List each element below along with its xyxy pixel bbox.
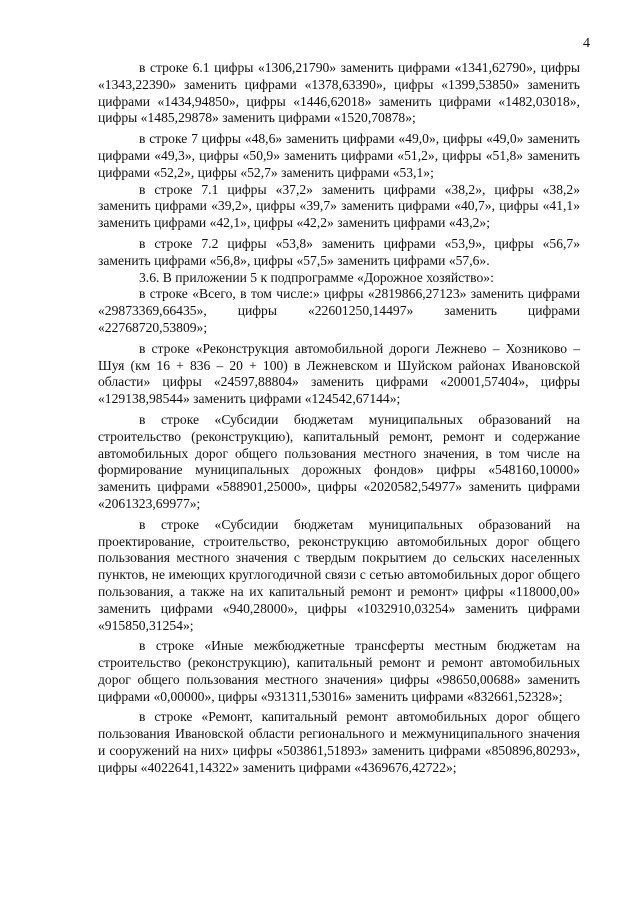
paragraph-row-7-2: в строке 7.2 цифры «53,8» заменить цифрами «53,9», цифры «56,7» заменить цифрами «56,8», цифры «57,5» заменить цифрами «57,6». bbox=[98, 235, 580, 268]
paragraph-interbudget-transfers: в строке «Иные межбюджетные трансферты местным бюджетам на строительство (реконструкцию), капитальный ремонт и ремонт автомобильных дорог общего пользования местного значения» цифры «98650,00688» заменить цифрами «0,00000», цифры «931311,53016» заменить цифрами «832661,52328»; bbox=[98, 638, 580, 704]
paragraph-row-6-1: в строке 6.1 цифры «1306,21790» заменить цифрами «1341,62790», цифры «1343,22390» заменить цифрами «1378,63390», цифры «1399,53850» заменить цифрами «1434,94850», цифры «1446,62018» заменить цифрами «1482,03018», цифры «1485,29878» заменить цифрами «1520,70878»; bbox=[98, 60, 580, 126]
paragraph-row-7: в строке 7 цифры «48,6» заменить цифрами «49,0», цифры «49,0» заменить цифрами «49,3», цифры «50,9» заменить цифрами «51,2», цифры «51,8» заменить цифрами «52,2», цифры «52,7» заменить цифрами «53,1»; bbox=[98, 131, 580, 180]
paragraph-subsidies-design: в строке «Субсидии бюджетам муниципальных образований на проектирование, строительство, реконструкцию автомобильных дорог общего пользования местного значения с твердым покрытием до сельских населенных пунктов, не имеющих круглогодичной связи с сетью автомобильных дорог общего пользования, а также на их капитальный ремонт и ремонт» цифры «118000,00» заменить цифрами «940,28000», цифры «1032910,03254» заменить цифрами «915850,31254»; bbox=[98, 516, 580, 633]
page-number: 4 bbox=[583, 36, 590, 51]
paragraph-row-7-1: в строке 7.1 цифры «37,2» заменить цифрами «38,2», цифры «38,2» заменить цифрами «39,2», цифры «39,7» заменить цифрами «40,7», цифры «41,1» заменить цифрами «42,1», цифры «42,2» заменить цифрами «43,2»; bbox=[98, 181, 580, 231]
paragraph-repair-roads: в строке «Ремонт, капитальный ремонт автомобильных дорог общего пользования Ивановской области регионального и межмуниципального значения и сооружений на них» цифры «503861,51893» заменить цифрами «850896,80293», цифры «4022641,14322» заменить цифрами «4369676,42722»; bbox=[98, 709, 580, 775]
document-body bbox=[98, 60, 580, 777]
paragraph-section-3-6: 3.6. В приложении 5 к подпрограмме «Дорожное хозяйство»: bbox=[139, 269, 494, 285]
paragraph-total-row: в строке «Всего, в том числе:» цифры «2819866,27123» заменить цифрами «29873369,66435», цифры «22601250,14497» заменить цифрами «22768720,53809»; bbox=[98, 286, 580, 335]
paragraph-reconstruction-road: в строке «Реконструкция автомобильной дороги Лежнево – Хозниково – Шуя (км 16 + 836 – 20 + 100) в Лежневском и Шуйском районах Ивановской области» цифры «24597,88804» заменить цифрами «20001,57404», цифры «129138,98544» заменить цифрами «124542,67144»; bbox=[98, 340, 580, 407]
paragraph-subsidies-construction: в строке «Субсидии бюджетам муниципальных образований на строительство (реконструкцию), капитальный ремонт, ремонт и содержание автомобильных дорог общего пользования местного значения, в том числе на формирование муниципальных дорожных фондов» цифры «548160,10000» заменить цифрами «588901,25000», цифры «2020582,54977» заменить цифрами «2061323,69977»; bbox=[98, 411, 580, 511]
